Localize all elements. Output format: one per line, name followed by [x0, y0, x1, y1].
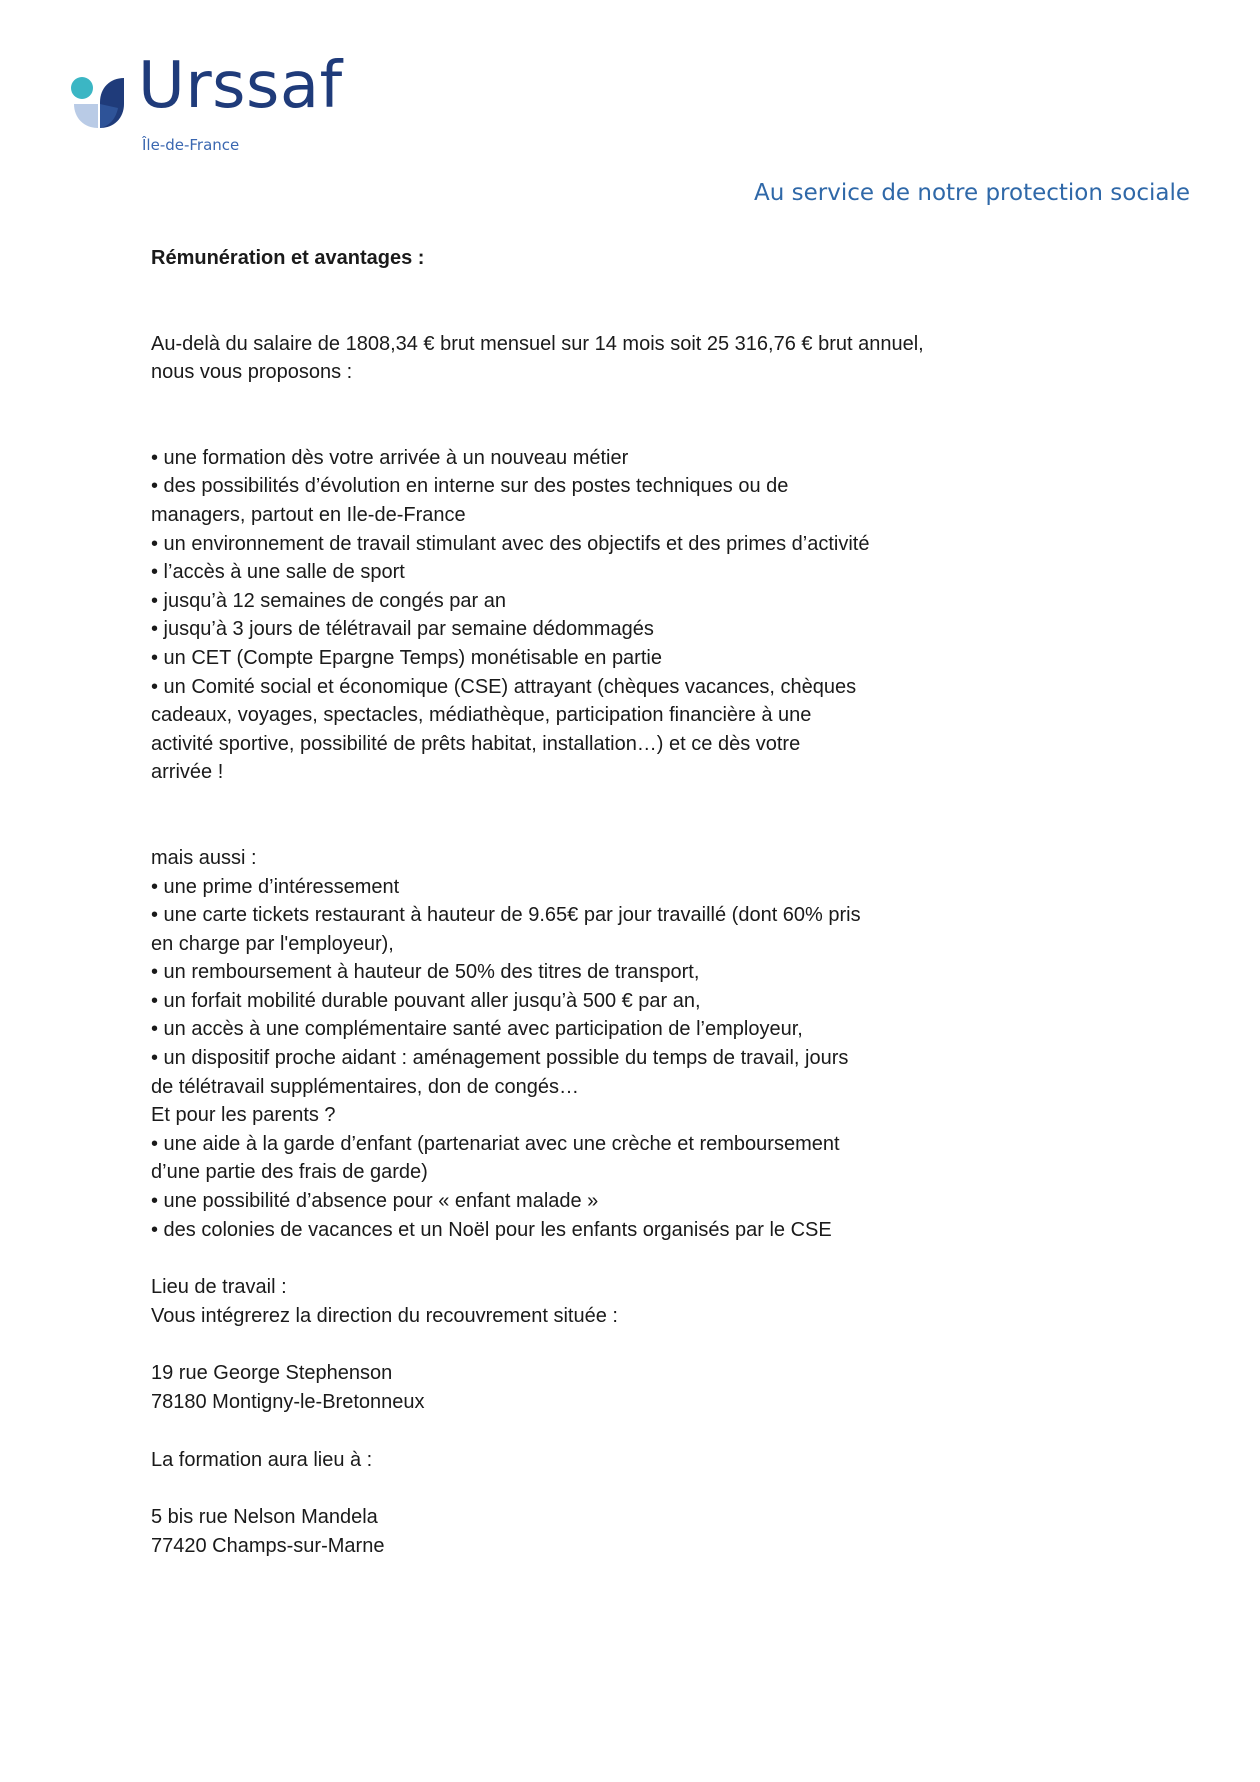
list-item: • jusqu’à 12 semaines de congés par an	[151, 589, 507, 612]
workplace-section	[151, 1273, 1021, 1416]
list-item: activité sportive, possibilité de prêts habitat, installation…) et ce dès votre	[151, 732, 801, 755]
more-benefits-list	[151, 844, 1021, 1244]
urssaf-emblem-icon	[70, 74, 128, 132]
logo-wordmark: Urssaf	[138, 49, 343, 123]
list-item: • une possibilité d’absence pour « enfant malade »	[151, 1190, 599, 1213]
list-item: de télétravail supplémentaires, don de congés…	[151, 1075, 580, 1098]
list-item: • un CET (Compte Epargne Temps) monétisable en partie	[151, 646, 662, 669]
training-address-line-2: 77420 Champs-sur-Marne	[151, 1534, 385, 1557]
intro-line-1: Au-delà du salaire de 1808,34 € brut mensuel sur 14 mois soit 25 316,76 € brut annuel,	[151, 332, 924, 355]
list-item: • un environnement de travail stimulant avec des objectifs et des primes d’activité	[151, 532, 870, 555]
logo-region: Île-de-France	[142, 136, 240, 154]
list-item: • une formation dès votre arrivée à un nouveau métier	[151, 446, 629, 469]
header-tagline: Au service de notre protection sociale	[754, 180, 1190, 206]
list-item: managers, partout en Ile-de-France	[151, 503, 466, 526]
list-item: • une aide à la garde d’enfant (partenariat avec une crèche et remboursement	[151, 1132, 840, 1155]
list-item: mais aussi :	[151, 846, 257, 869]
training-address-line-1: 5 bis rue Nelson Mandela	[151, 1506, 378, 1529]
list-item: • une carte tickets restaurant à hauteur de 9.65€ par jour travaillé (dont 60% pris	[151, 904, 861, 927]
list-item: • un dispositif proche aidant : aménagement possible du temps de travail, jours	[151, 1047, 849, 1070]
list-item: en charge par l'employeur),	[151, 932, 394, 955]
training-intro: La formation aura lieu à :	[151, 1448, 373, 1471]
intro-line-2: nous vous proposons :	[151, 361, 353, 384]
workplace-intro: Vous intégrerez la direction du recouvrement située :	[151, 1304, 618, 1327]
list-item: • jusqu’à 3 jours de télétravail par semaine dédommagés	[151, 618, 654, 641]
list-item: d’une partie des frais de garde)	[151, 1161, 428, 1184]
list-item: • un forfait mobilité durable pouvant aller jusqu’à 500 € par an,	[151, 989, 701, 1012]
list-item: cadeaux, voyages, spectacles, médiathèque, participation financière à une	[151, 704, 812, 727]
list-item: • un remboursement à hauteur de 50% des titres de transport,	[151, 961, 700, 984]
urssaf-logo	[70, 49, 390, 158]
list-item: Et pour les parents ?	[151, 1104, 336, 1127]
list-item: • un Comité social et économique (CSE) attrayant (chèques vacances, chèques	[151, 675, 857, 698]
workplace-address-line-1: 19 rue George Stephenson	[151, 1362, 393, 1385]
list-item: • une prime d’intéressement	[151, 875, 400, 898]
list-item: arrivée !	[151, 761, 224, 784]
benefits-list	[151, 444, 1021, 787]
list-item: • un accès à une complémentaire santé avec participation de l’employeur,	[151, 1018, 803, 1041]
list-item: • l’accès à une salle de sport	[151, 561, 405, 584]
training-section	[151, 1446, 1021, 1561]
document-body	[151, 244, 1021, 1560]
workplace-title: Lieu de travail :	[151, 1276, 287, 1299]
workplace-address-line-2: 78180 Montigny-le-Bretonneux	[151, 1391, 425, 1413]
list-item: • des possibilités d’évolution en interne sur des postes techniques ou de	[151, 475, 789, 498]
section-title: Rémunération et avantages :	[151, 247, 425, 269]
list-item: • des colonies de vacances et un Noël pour les enfants organisés par le CSE	[151, 1218, 832, 1241]
